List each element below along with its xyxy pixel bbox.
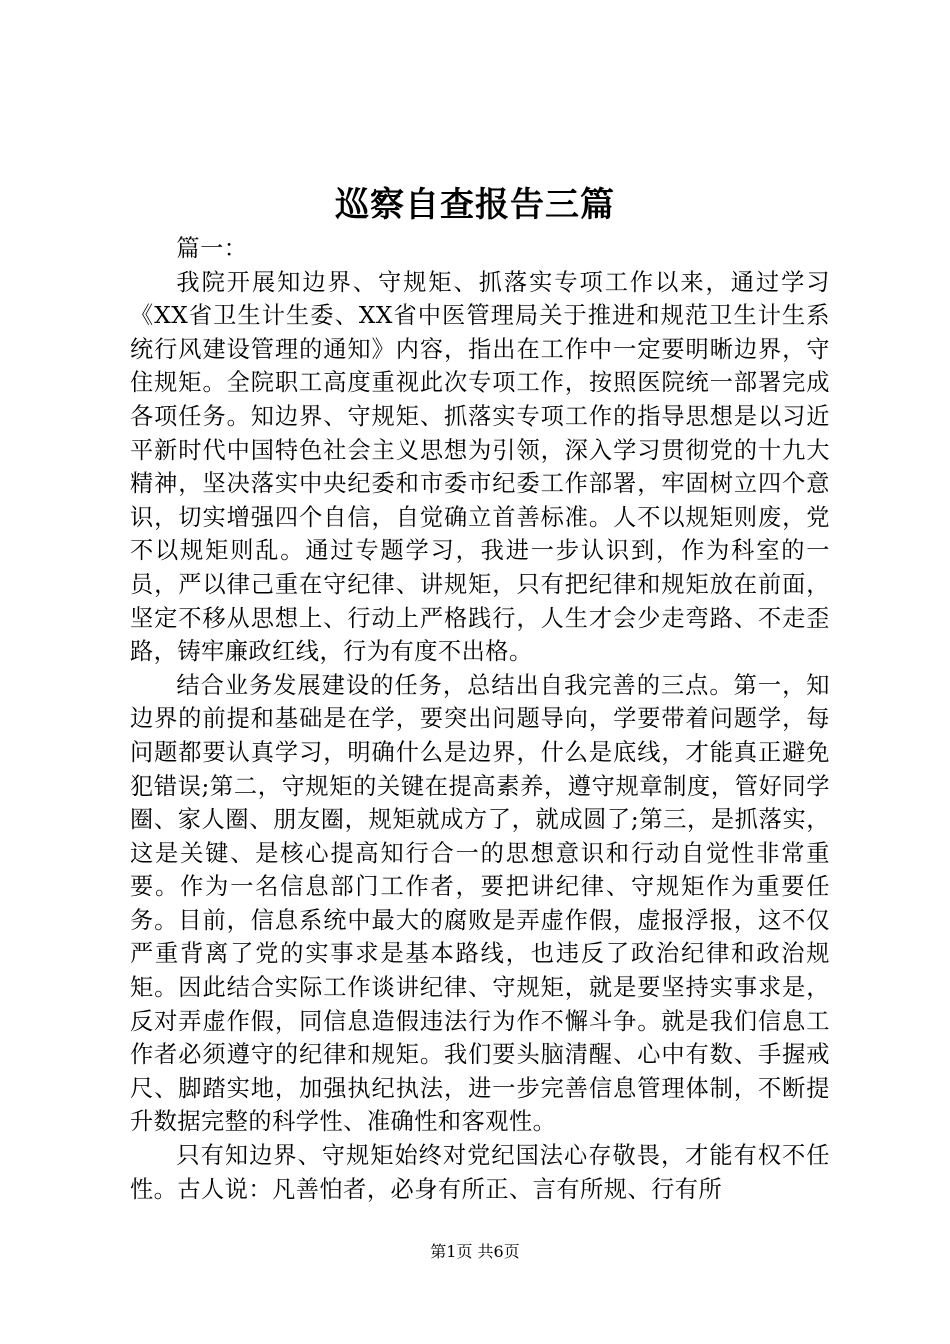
section-label: 篇一： [176,235,248,262]
paragraph-1: 我院开展知边界、守规矩、抓落实专项工作以来，通过学习《XX省卫生计生委、XX省中医管理局关于推进和规范卫生计生系统行风建设管理的通知》内容，指出在工作中一定要明晰边界，守住规矩。全院职工高度重视此次专项工作，按照医院统一部署完成各项任务。知边界、守规矩、抓落实专项工作的指导思想是以习近平新时代中国特色社会主义思想为引领，深入学习贯彻党的十九大精神，坚决落实中央纪委和市委市纪委工作部署，牢固树立四个意识，切实增强四个自信，自觉确立首善标准。人不以规矩则废，党不以规矩则乱。通过专题学习，我进一步认识到，作为科室的一员，严以律己重在守纪律、讲规矩，只有把纪律和规矩放在前面，坚定不移从思想上、行动上严格践行，人生才会少走弯路、不走歪路，铸牢廉政红线，行为有度不出格。 [130,268,830,666]
paragraph-2: 结合业务发展建设的任务，总结出自我完善的三点。第一，知边界的前提和基础是在学，要突出问题导向，学要带着问题学，每问题都要认真学习，明确什么是边界，什么是底线，才能真正避免犯错误;第二，守规矩的关键在提高素养，遵守规章制度，管好同学圈、家人圈、朋友圈，规矩就成方了，就成圆了;第三，是抓落实，这是关键、是核心提高知行合一的思想意识和行动自觉性非常重要。作为一名信息部门工作者，要把讲纪律、守规矩作为重要任务。目前，信息系统中最大的腐败是弄虚作假，虚报浮报，这不仅严重背离了党的实事求是基本路线，也违反了政治纪律和政治规矩。因此结合实际工作谈讲纪律、守规矩，就是要坚持实事求是，反对弄虚作假，同信息造假违法行为作不懈斗争。就是我们信息工作者必须遵守的纪律和规矩。我们要头脑清醒、心中有数、手握戒尺、脚踏实地，加强执纪执法，进一步完善信息管理体制，不断提升数据完整的科学性、准确性和客观性。 [130,671,830,1136]
document-body [130,232,830,1206]
page-number-footer: 第1页 共6页 [430,1242,520,1261]
document-title: 巡察自查报告三篇 [335,185,615,225]
paragraph-3: 只有知边界、守规矩始终对党纪国法心存敬畏，才能有权不任性。古人说：凡善怕者，必身有所正、言有所规、行有所 [130,1142,830,1203]
